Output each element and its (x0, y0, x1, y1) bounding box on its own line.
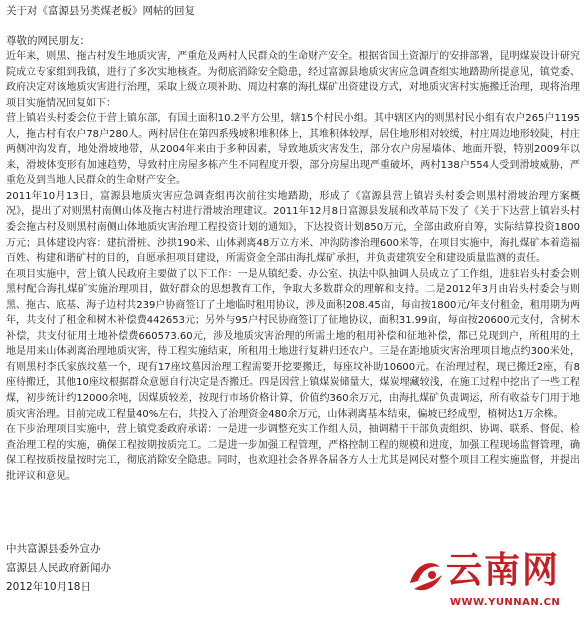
paragraph: 2011年10月13日，富源县地质灾害应急调查组再次前往实地踏勘，形成了《富源县营上镇岩头村委会则黑村滑坡治理方案概况》，提出了对则黑村南侧山体及拖古村进行滑坡治理建议。2011年12月8日富源县发展和改革局下发了《关于下达营上镇岩头村委会拖古村及则黑村南侧山体地质灾害治理工程投资计划的通知》，下达投资计划850万元，全部由政府自筹，实际结算投资1800万元；具体建设内容：建抗滑桩、沙拱190米、山体剥离48万立方米、冲沟防渗治理600米等，在项目实施中，海扎煤矿本着造福百姓、构建和谐矿村的目的，自愿承担项目建设，所需资金全部由海扎煤矿承担，并负责建筑安全和建设质量监测的责任。 (6, 190, 580, 265)
paragraph: 近年来，则黑、拖古村发生地质灾害，严重危及两村人民群众的生命财产安全。根据省国土资源厅的安排部署，昆明煤炭设计研究院成立专家组到我镇，进行了多次实地核查。为彻底消除安全隐患，经过富源县地质灾害应急调查组实地踏勘所提意见，镇党委、政府决定对该地质灾害进行治理，采取上级立项补助、周边村寨的海扎煤矿出资建设方式，对地质灾害村实施搬迁治理，现将治理项目实施情况回复如下： (6, 51, 580, 109)
yunnan-net-watermark (402, 545, 580, 615)
signature-date: 2012年10月18日 (6, 581, 91, 593)
signature-org-2: 富源县人民政府新闻办 (6, 562, 111, 574)
greeting: 尊敬的网民朋友： (6, 35, 90, 47)
watermark-name: 云南网 (446, 549, 561, 591)
signature-block (6, 540, 111, 597)
paragraph: 在下步治理项目实施中，营上镇党委政府承诺：一是进一步调整充实工作组人员，抽调精干干部负责组织、协调、联系、督促、检查治理工程的实施，确保工程按期按质完工。二是进一步加强工程管理，严格控制工程的规模和进度，加强工程现场监督管理，确保工程按质按量按时完工，彻底消除安全隐患。同时，也欢迎社会各界各届各方人士尤其是网民对整个项目工程实施监督，并提出批评议和意见。 (6, 424, 580, 482)
paragraph: 在项目实施中，营上镇人民政府主要做了以下工作：一是从镇纪委、办公室、执法中队抽调人员成立了工作组，进驻岩头村委会则黑村配合海扎煤矿实施治理项目，做好群众的思想教育工作，争取大多数群众的理解和支持。二是2012年3月由岩头村委会与则黑、拖古、底基、海子边村共239户协商签订了土地临时租用协议，涉及面积208.45亩，每亩按1800元/年支付租金，租用期为两年，共支付了租金和树木补偿费442653元；另外与95户村民协商签订了征地协议，面积31.99亩，每亩按20600元支付，含树木补偿，共支付征用土地补偿费660573.60元，涉及地质灾害治理的所需土地的租用补偿和征地补偿，都已兑现到户，所租用的土地是用来山体剥离治理地质灾害，待工程实施结束，所租用土地进行复耕归还农户。三是在距地质灾害治理项目地点约300米处，有则黑村李氏家族坟墓一个，现有17座坟墓因治理工程需要开挖要搬迁，每座坟补助10600元。在治理过程，现已搬迁2座，有8座待搬迁，其他10座坟根据群众意愿自行决定是否搬迁。四是因营上镇煤炭储量大，煤炭埋藏较浅，在施工过程中挖出了一些工程煤，初步统计约12000余吨，因煤质较差，按现行市场价格计算，价值约360余万元，由海扎煤矿负责调运，所有收益专门用于地质灾害治理。目前完成工程量40%左右，共投入了治理资金480余万元，山体剥离基本结束，偏坡已经成型，植树达1万余株。 (6, 268, 580, 420)
paragraph: 营上镇岩头村委会位于营上镇东部，有国土面积10.2平方公里，辖15个村民小组。其中辖区内的则黑村民小组有农户265户1195人，拖古村有农户78户280人。两村居住在第四系残坡积堆积体上，其堆积体较厚，居住地形相对较缓，村庄周边地形较陡，村庄两侧冲沟发育，地处滑坡地带，从2004年来由于多种因素，导致地质灾害发生，部分农户房屋墙体、地面开裂，特别2009年以来，滑坡体变形有加速趋势，导致村庄房屋多栋产生不同程度开裂，部分房屋出现严重破坏，两村138户554人受到滑坡威胁，严重危及到当地人民群众的生命财产安全。 (6, 113, 580, 187)
document (6, 4, 580, 484)
document-title: 关于对《富源县另类煤老板》网帖的回复 (6, 5, 195, 17)
document-body (6, 49, 580, 484)
signature-org-1: 中共富源县委外宣办 (6, 543, 101, 555)
watermark-url: WWW.YUNNAN.CN (450, 597, 561, 608)
yunnan-logo-icon (402, 553, 446, 597)
